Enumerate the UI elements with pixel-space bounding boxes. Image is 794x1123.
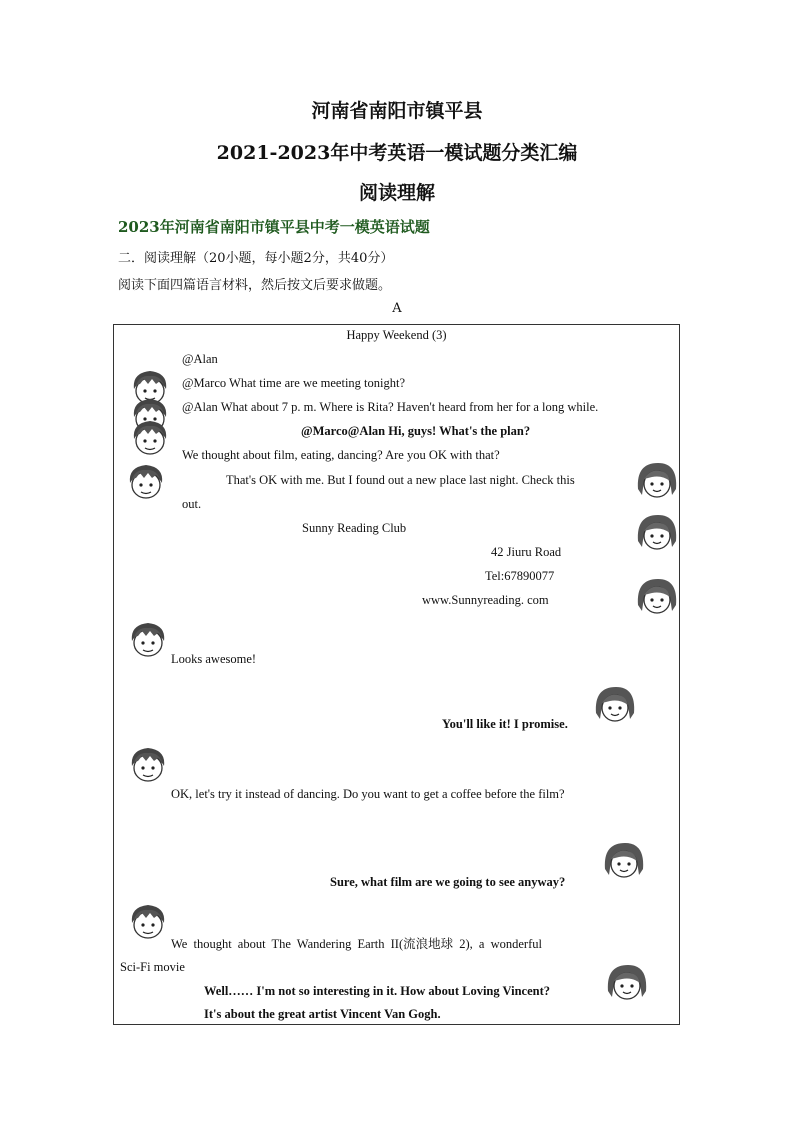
chat-message: We thought about The Wandering Earth II(流浪地球 2), a wonderful xyxy=(171,937,542,951)
chat-message: You'll like it! I promise. xyxy=(442,717,568,731)
chat-message: Well…… I'm not so interesting in it. How about Loving Vincent? xyxy=(204,984,550,998)
girl-avatar-icon xyxy=(604,961,648,1001)
chat-message: That's OK with me. But I found out a new place last night. Check this xyxy=(226,473,575,487)
chat-message: Sci-Fi movie xyxy=(120,960,185,974)
boy-avatar-icon xyxy=(128,417,172,457)
section-heading: 二．阅读理解（20小题，每小题2分，共40分） xyxy=(118,251,394,266)
chat-box xyxy=(113,324,680,1025)
chat-message: OK, let's try it instead of dancing. Do you want to get a coffee before the film? xyxy=(171,787,565,801)
chat-message: Sure, what film are we going to see anyway? xyxy=(330,875,566,889)
girl-avatar-icon xyxy=(592,683,636,723)
chat-message: It's about the great artist Vincent Van Gogh. xyxy=(204,1007,441,1021)
doc-title-region: 河南省南阳市镇平县 xyxy=(311,100,483,122)
club-name: Sunny Reading Club xyxy=(302,521,407,535)
club-website: www.Sunnyreading. com xyxy=(422,593,549,607)
section-instruction: 阅读下面四篇语言材料，然后按文后要求做题。 xyxy=(118,278,392,293)
girl-avatar-icon xyxy=(634,511,678,551)
chat-message: Looks awesome! xyxy=(171,652,257,666)
chat-message: We thought about film, eating, dancing? Are you OK with that? xyxy=(182,448,500,462)
club-address: 42 Jiuru Road xyxy=(491,545,562,559)
girl-avatar-icon xyxy=(634,575,678,615)
chat-group-title: Happy Weekend (3) xyxy=(346,328,447,342)
club-tel: Tel:67890077 xyxy=(485,569,555,583)
boy-avatar-icon xyxy=(124,461,168,501)
doc-title-topic: 阅读理解 xyxy=(358,182,435,204)
boy-avatar-icon xyxy=(126,619,170,659)
chat-message: @Marco What time are we meeting tonight? xyxy=(182,376,406,390)
chat-message: out. xyxy=(182,497,202,511)
chat-message: @Alan What about 7 p. m. Where is Rita? Haven't heard from her for a long while. xyxy=(182,400,599,414)
passage-label: A xyxy=(392,301,402,316)
doc-title-years: 2021-2023年中考英语一模试题分类汇编 xyxy=(216,142,578,164)
girl-avatar-icon xyxy=(634,459,678,499)
girl-avatar-icon xyxy=(601,839,645,879)
exam-title: 2023年河南省南阳市镇平县中考一模英语试题 xyxy=(118,218,430,236)
boy-avatar-icon xyxy=(126,744,170,784)
chat-message: @Alan xyxy=(182,352,218,366)
boy-avatar-icon xyxy=(126,901,170,941)
chat-message: @Marco@Alan Hi, guys! What's the plan? xyxy=(301,424,531,438)
